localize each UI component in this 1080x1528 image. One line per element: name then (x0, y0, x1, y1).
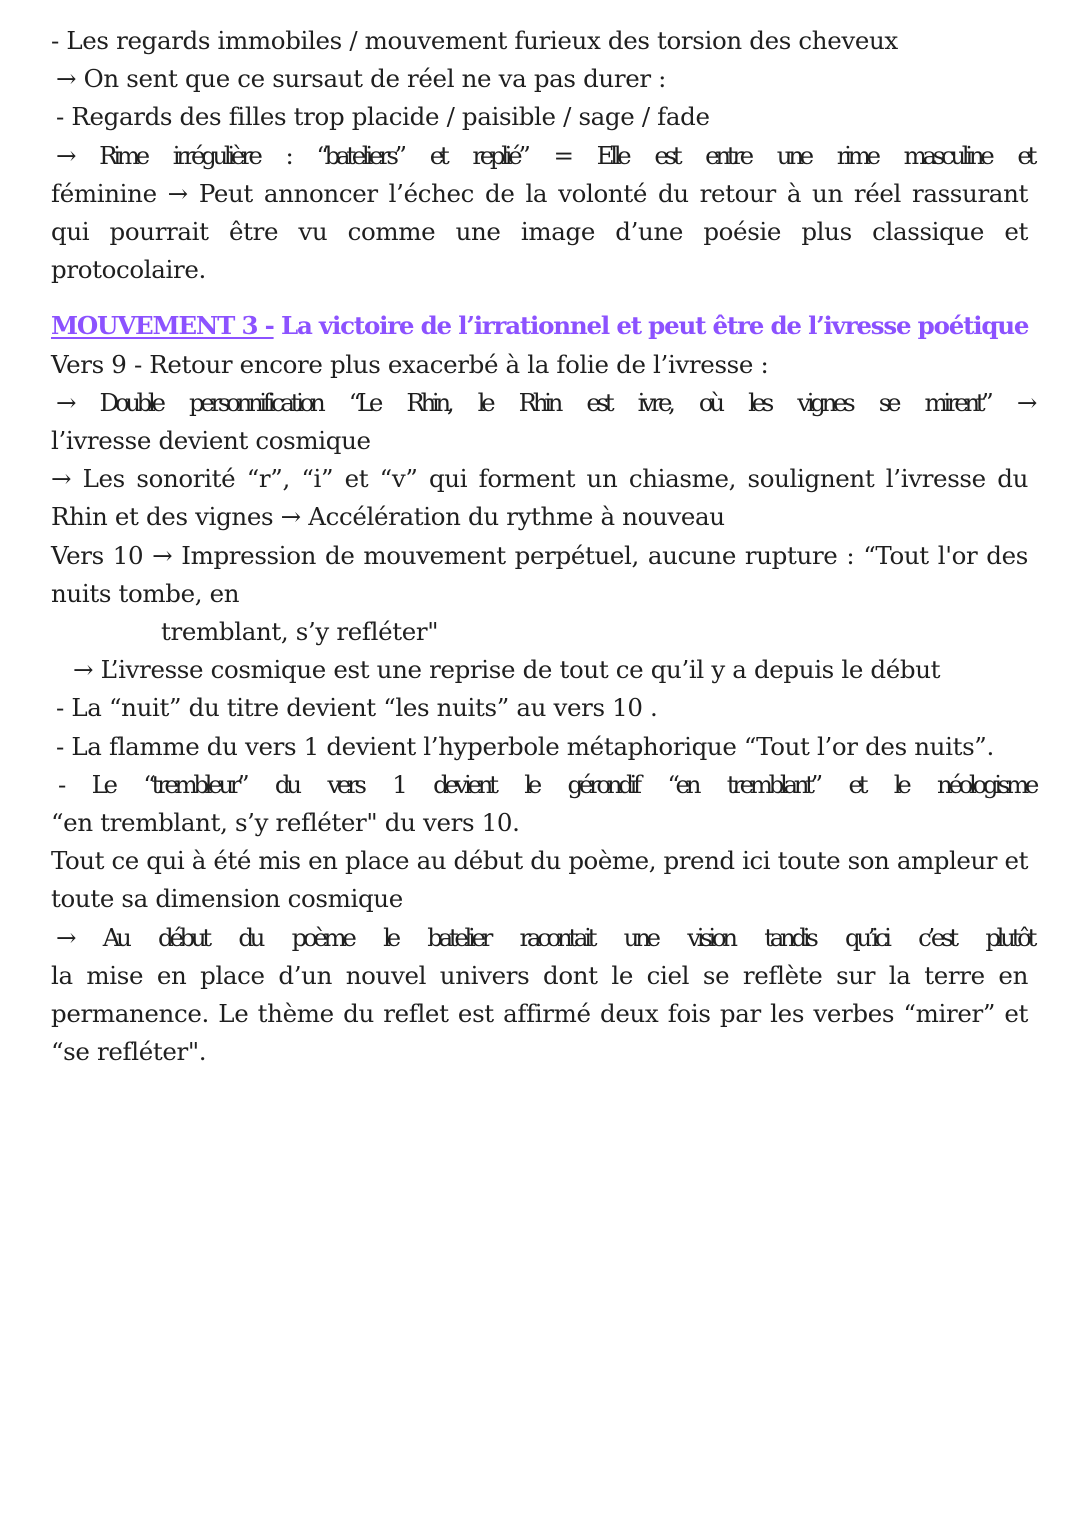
document-page (51, 22, 1035, 1071)
text-line: “se refléter". (51, 1037, 207, 1067)
text-line: “en tremblant, s’y refléter" du vers 10. (51, 808, 520, 838)
text-line: → Double personnification “Le Rhin, le Rhin est ivre, où les vignes se mirent” → (56, 387, 1033, 417)
text-line: protocolaire. (51, 255, 206, 285)
text-line: qui pourrait être vu comme une image d’une poésie plus classique et (51, 217, 1028, 247)
text-line: tremblant, s’y refléter" (161, 617, 439, 647)
text-line: → On sent que ce sursaut de réel ne va pas durer : (56, 64, 667, 94)
text-line: - La flamme du vers 1 devient l’hyperbole métaphorique “Tout l’or des nuits”. (56, 731, 994, 761)
text-line: → L’ivresse cosmique est une reprise de tout ce qu’il y a depuis le début (73, 655, 941, 685)
text-line: → Au début du poème le batelier racontait une vision tandis qu’ici c’est plutôt (56, 922, 1033, 952)
text-line: la mise en place d’un nouvel univers dont le ciel se reflète sur la terre en (51, 960, 1028, 990)
text-line: Vers 9 - Retour encore plus exacerbé à la folie de l’ivresse : (51, 349, 769, 379)
section-heading (51, 307, 1028, 345)
text-line: - La “nuit” du titre devient “les nuits” au vers 10 . (56, 693, 658, 723)
text-line: - Regards des filles trop placide / paisible / sage / fade (56, 102, 710, 132)
text-line: Vers 10 → Impression de mouvement perpétuel, aucune rupture : “Tout l'or des (51, 540, 1028, 570)
section-heading-title: La victoire de l’irrationnel et peut être de l’ivresse poétique (273, 311, 1029, 341)
section-heading-number: MOUVEMENT 3 - (51, 311, 274, 341)
text-line: - Les regards immobiles / mouvement furieux des torsion des cheveux (51, 26, 898, 55)
text-line: - Le “trembleur” du vers 1 devient le gérondif “en tremblant” et le néologisme (58, 769, 1035, 799)
section-gap (51, 289, 1028, 307)
text-line: Rhin et des vignes → Accélération du rythme à nouveau (51, 502, 725, 532)
text-line: toute sa dimension cosmique (51, 884, 403, 914)
text-line: Tout ce qui à été mis en place au début du poème, prend ici toute son ampleur et (51, 846, 1028, 876)
text-line: permanence. Le thème du reflet est affirmé deux fois par les verbes “mirer” et (51, 999, 1028, 1029)
text-line: → Les sonorité “r”, “i” et “v” qui forment un chiasme, soulignent l’ivresse du (51, 464, 1028, 494)
text-line: nuits tombe, en (51, 578, 240, 608)
text-line: féminine → Peut annoncer l’échec de la volonté du retour à un réel rassurant (51, 178, 1028, 208)
text-line: l’ivresse devient cosmique (51, 426, 371, 456)
text-line: → Rime irrégulière : “bateliers” et replié” = Elle est entre une rime masculine et (56, 140, 1033, 170)
